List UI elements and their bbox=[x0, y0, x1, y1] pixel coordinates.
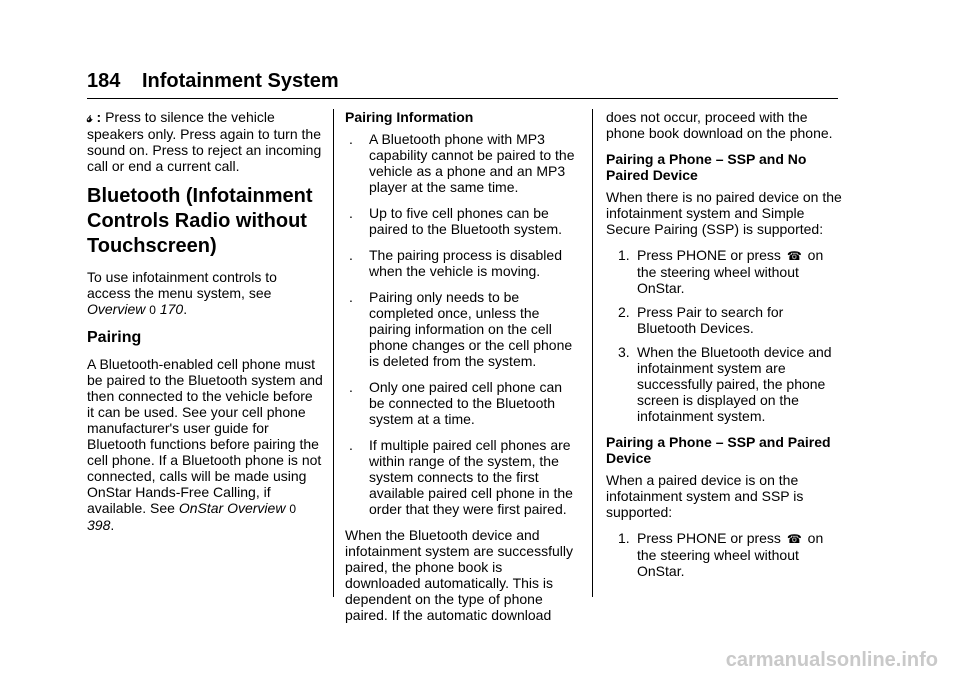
phonebook-paragraph: When the Bluetooth device and infotainment system are successfully paired, the phone book is downloaded automatically. This is dependent on the type of phone paired. If the automatic download bbox=[345, 527, 573, 623]
section-title: Infotainment System bbox=[141, 70, 339, 92]
xref-link[interactable]: Overview bbox=[87, 301, 146, 317]
phone-icon: ☎ bbox=[786, 532, 802, 546]
list-item: . The pairing process is disabled when the vehicle is moving. bbox=[349, 247, 562, 279]
column-divider bbox=[592, 109, 593, 597]
list-item: . Up to five cell phones can be paired to the Bluetooth system. bbox=[349, 205, 562, 237]
column-1 bbox=[87, 109, 323, 543]
xref-arrow: 0 bbox=[149, 303, 156, 317]
xref-page[interactable]: 398 bbox=[87, 517, 111, 533]
list-item: . A Bluetooth phone with MP3 capability cannot be paired to the vehicle as a phone and an MP3 player at the same time. bbox=[349, 131, 575, 195]
pairing-info-heading: Pairing Information bbox=[345, 109, 474, 125]
ssp-no-device-heading: Pairing a Phone – SSP and No Paired Device bbox=[606, 151, 807, 183]
continued-paragraph: does not occur, proceed with the phone book download on the phone. bbox=[606, 109, 833, 141]
column-2 bbox=[345, 109, 581, 633]
header-rule bbox=[87, 98, 838, 99]
page-header bbox=[87, 70, 339, 93]
list-item: . Only one paired cell phone can be connected to the Bluetooth system at a time. bbox=[349, 379, 563, 427]
mute-paragraph: 𝓈 : Press to silence the vehicle speakers only. Press again to turn the sound on. Press to reject an incoming call or end a current call. bbox=[87, 109, 322, 174]
column-3 bbox=[606, 109, 842, 589]
list-item: 1. Press PHONE or press ☎ on the steering wheel without OnStar. bbox=[618, 530, 824, 579]
ssp-paired-intro: When a paired device is on the infotainment system and SSP is supported: bbox=[606, 472, 804, 520]
pairing-paragraph: A Bluetooth-enabled cell phone must be paired to the Bluetooth system and then connected to the vehicle before it can be used. See your cell phone manufacturer's user guide for Bluetooth functions before pairing the cell phone. If a Bluetooth phone is not connected, calls will be made using OnStar Hands-Free Calling, if available. See OnStar Overview 0 398. bbox=[87, 356, 323, 533]
xref-page[interactable]: 170 bbox=[159, 301, 184, 317]
pairing-info-list bbox=[345, 131, 581, 517]
steps-list bbox=[606, 530, 842, 579]
steps-list bbox=[606, 247, 842, 424]
section-heading: Bluetooth (Infotainment Controls Radio without Touchscreen) bbox=[87, 185, 313, 257]
xref-arrow: 0 bbox=[289, 502, 297, 516]
phone-icon: ☎ bbox=[786, 249, 802, 263]
mute-icon: 𝓈 bbox=[87, 109, 93, 126]
list-item: 1. Press PHONE or press ☎ on the steering wheel without OnStar. bbox=[618, 247, 824, 296]
list-item: . If multiple paired cell phones are within range of the system, the system connects to the first available paired cell phone in the order that they were first paired. bbox=[349, 437, 573, 517]
page-number: 184 bbox=[87, 70, 121, 92]
list-item: 2. Press Pair to search for Bluetooth Devices. bbox=[618, 304, 784, 336]
watermark: carmanualsonline.info bbox=[725, 649, 938, 671]
subsection-heading: Pairing bbox=[87, 329, 142, 346]
column-divider bbox=[333, 109, 334, 597]
ssp-paired-heading: Pairing a Phone – SSP and Paired Device bbox=[606, 434, 831, 466]
list-item: . Pairing only needs to be completed once, unless the pairing information on the cell phone changes or the cell phone is deleted from the system. bbox=[349, 289, 573, 369]
mute-text: Press to silence the vehicle speakers only. Press again to turn the sound on. Press to reject an incoming call or end a current call. bbox=[87, 109, 322, 174]
list-item: 3. When the Bluetooth device and infotainment system are successfully paired, the phone screen is displayed on the infotainment system. bbox=[618, 344, 832, 424]
ssp-no-device-intro: When there is no paired device on the infotainment system and Simple Secure Pairing (SSP) is supported: bbox=[606, 189, 842, 237]
xref-link[interactable]: OnStar Overview bbox=[178, 500, 286, 516]
intro-paragraph: To use infotainment controls to access the menu system, see Overview 0 170. bbox=[87, 269, 277, 317]
